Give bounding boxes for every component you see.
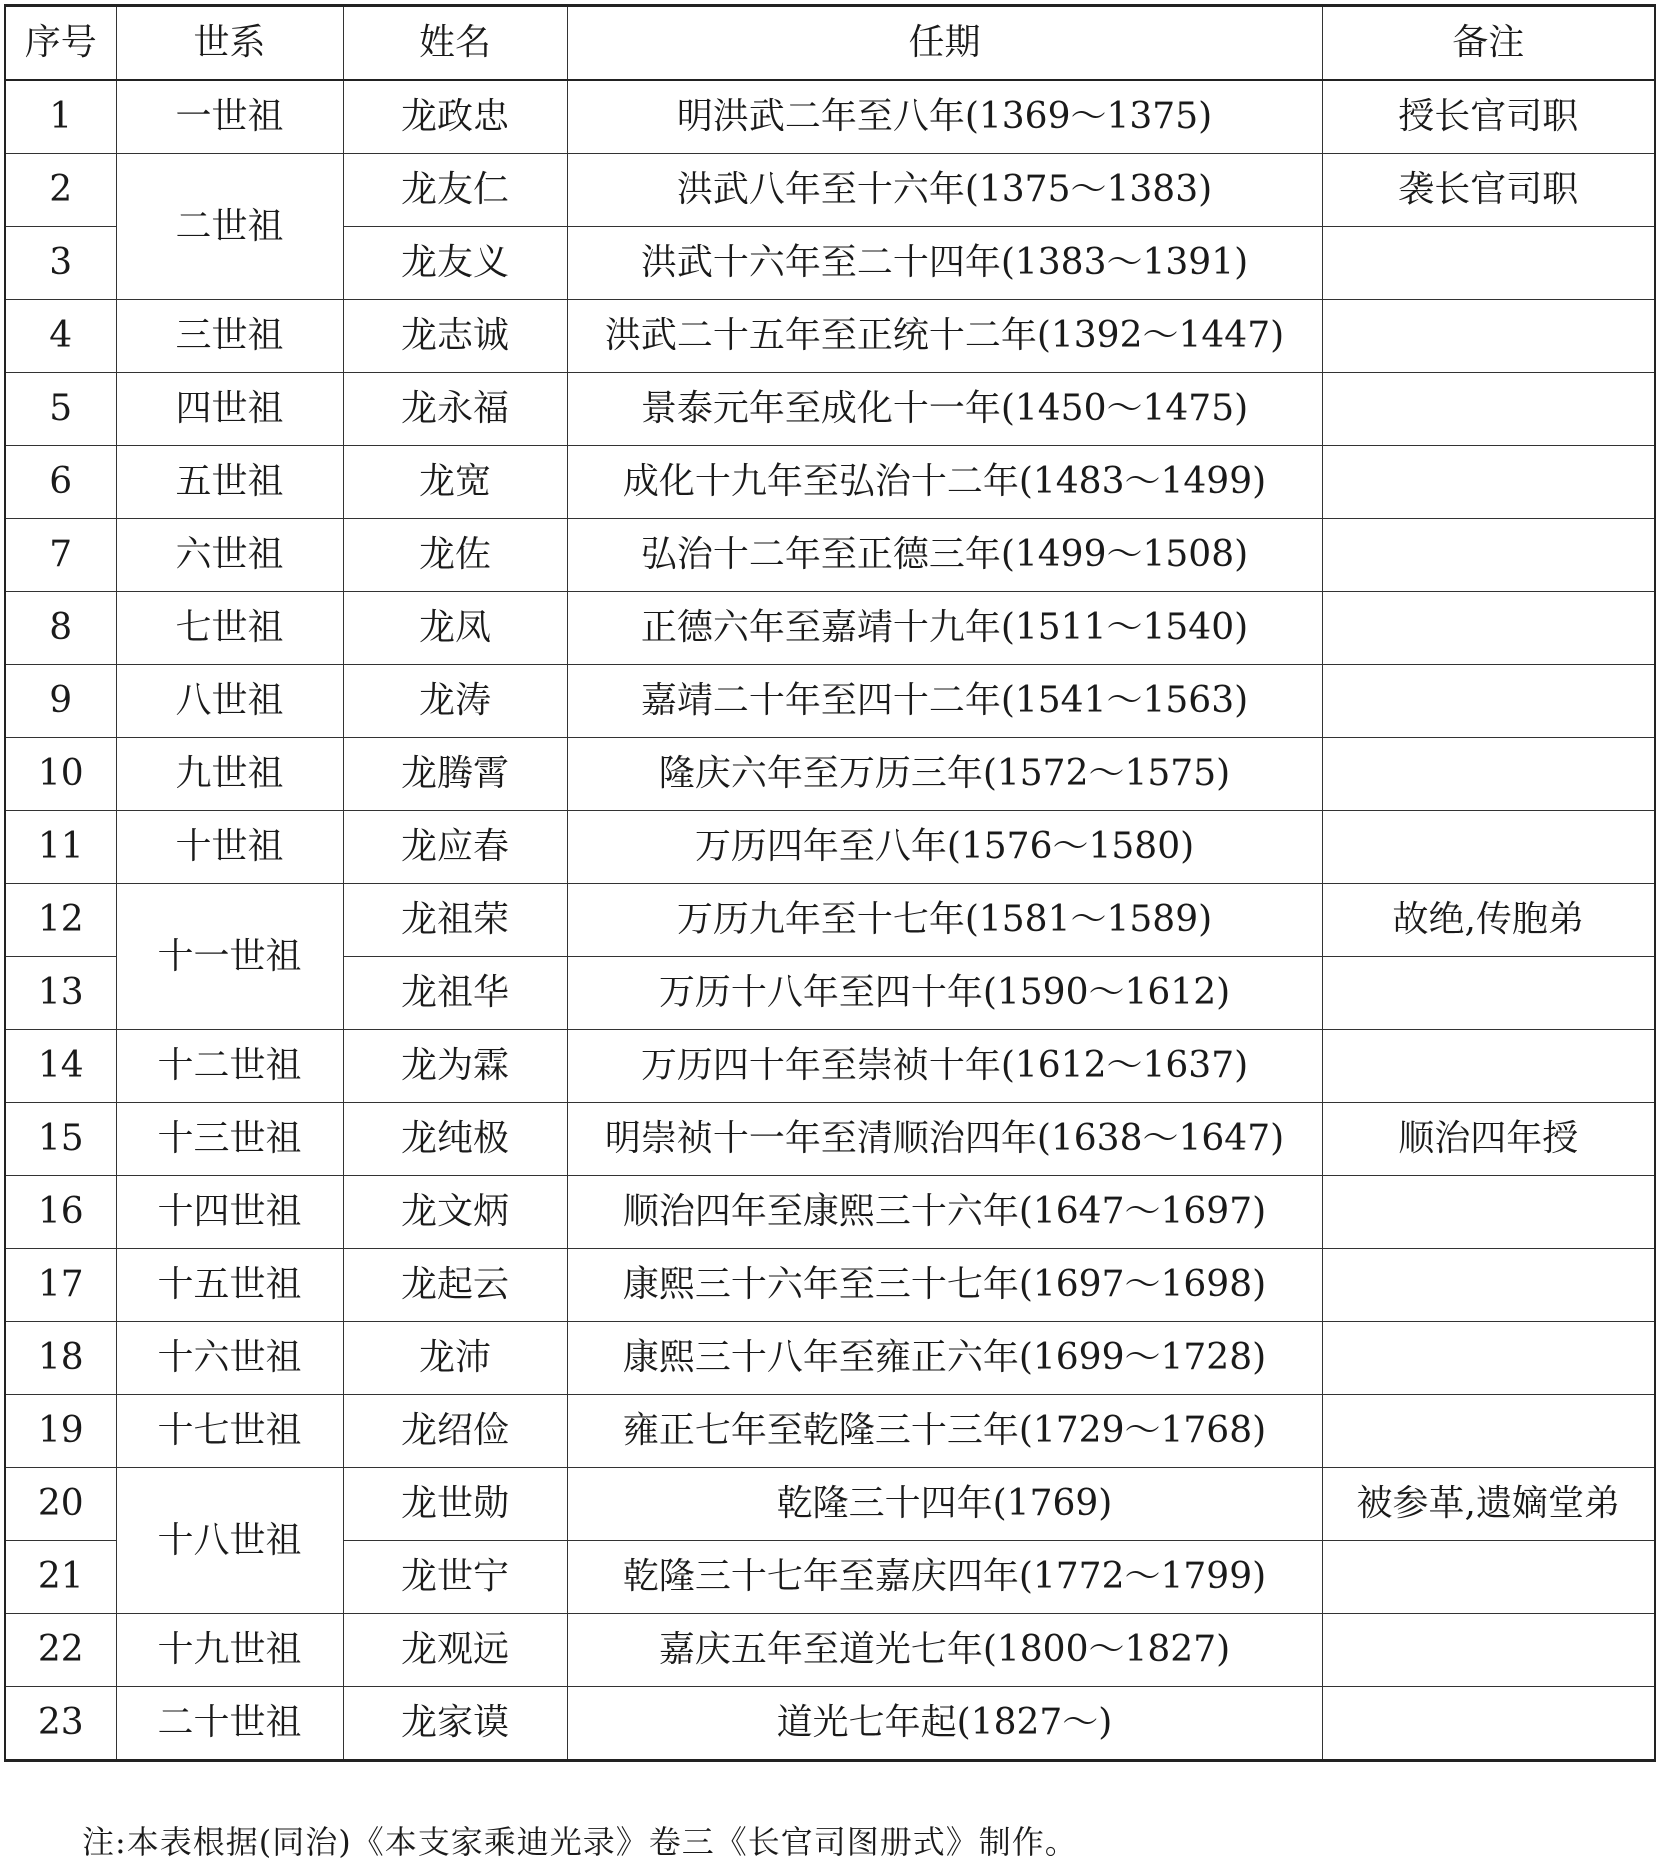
- cell-term: 成化十九年至弘治十二年(1483～1499): [567, 446, 1322, 519]
- table-body: [5, 80, 1655, 1761]
- cell-generation: 七世祖: [116, 592, 343, 665]
- cell-name: 龙宽: [343, 446, 567, 519]
- table-row: [5, 80, 1655, 154]
- cell-name: 龙世勋: [343, 1468, 567, 1541]
- cell-remarks: [1322, 227, 1655, 300]
- cell-remarks: [1322, 665, 1655, 738]
- cell-name: 龙志诚: [343, 300, 567, 373]
- cell-remarks: 被参革,遗嫡堂弟: [1322, 1468, 1655, 1541]
- cell-name: 龙永福: [343, 373, 567, 446]
- table-row: [5, 738, 1655, 811]
- cell-term: 明洪武二年至八年(1369～1375): [567, 80, 1322, 154]
- cell-remarks: [1322, 300, 1655, 373]
- cell-remarks: [1322, 592, 1655, 665]
- table-row: [5, 665, 1655, 738]
- cell-serial-number: 16: [5, 1176, 116, 1249]
- lineage-table: [4, 4, 1656, 1762]
- cell-term: 乾隆三十七年至嘉庆四年(1772～1799): [567, 1541, 1322, 1614]
- cell-name: 龙腾霄: [343, 738, 567, 811]
- table-row: [5, 1030, 1655, 1103]
- cell-serial-number: 18: [5, 1322, 116, 1395]
- cell-term: 万历四十年至崇祯十年(1612～1637): [567, 1030, 1322, 1103]
- cell-remarks: 袭长官司职: [1322, 154, 1655, 227]
- cell-serial-number: 12: [5, 884, 116, 957]
- table-row: [5, 1176, 1655, 1249]
- cell-term: 康熙三十八年至雍正六年(1699～1728): [567, 1322, 1322, 1395]
- cell-serial-number: 4: [5, 300, 116, 373]
- cell-name: 龙纯极: [343, 1103, 567, 1176]
- cell-name: 龙友仁: [343, 154, 567, 227]
- cell-term: 洪武十六年至二十四年(1383～1391): [567, 227, 1322, 300]
- cell-generation: 五世祖: [116, 446, 343, 519]
- cell-name: 龙应春: [343, 811, 567, 884]
- cell-term: 万历四年至八年(1576～1580): [567, 811, 1322, 884]
- cell-name: 龙起云: [343, 1249, 567, 1322]
- cell-serial-number: 7: [5, 519, 116, 592]
- table-row: [5, 300, 1655, 373]
- table-row: [5, 1103, 1655, 1176]
- cell-serial-number: 19: [5, 1395, 116, 1468]
- cell-name: 龙祖荣: [343, 884, 567, 957]
- cell-term: 雍正七年至乾隆三十三年(1729～1768): [567, 1395, 1322, 1468]
- table-row: [5, 1322, 1655, 1395]
- cell-term: 弘治十二年至正德三年(1499～1508): [567, 519, 1322, 592]
- table-footnote: 注:本表根据(同治)《本支家乘迪光录》卷三《长官司图册式》制作。: [82, 1823, 1078, 1861]
- cell-generation: 十九世祖: [116, 1614, 343, 1687]
- cell-generation: 一世祖: [116, 80, 343, 154]
- table-row: [5, 811, 1655, 884]
- cell-name: 龙绍俭: [343, 1395, 567, 1468]
- cell-generation: 三世祖: [116, 300, 343, 373]
- table-row: [5, 446, 1655, 519]
- cell-generation: 十三世祖: [116, 1103, 343, 1176]
- table-row: [5, 1468, 1655, 1541]
- table-row: [5, 373, 1655, 446]
- cell-remarks: [1322, 1030, 1655, 1103]
- cell-term: 隆庆六年至万历三年(1572～1575): [567, 738, 1322, 811]
- cell-generation: 十二世祖: [116, 1030, 343, 1103]
- cell-serial-number: 15: [5, 1103, 116, 1176]
- cell-serial-number: 17: [5, 1249, 116, 1322]
- cell-remarks: [1322, 373, 1655, 446]
- cell-term: 万历十八年至四十年(1590～1612): [567, 957, 1322, 1030]
- cell-generation: 六世祖: [116, 519, 343, 592]
- cell-term: 嘉庆五年至道光七年(1800～1827): [567, 1614, 1322, 1687]
- table-row: [5, 1687, 1655, 1761]
- cell-serial-number: 9: [5, 665, 116, 738]
- cell-name: 龙沛: [343, 1322, 567, 1395]
- cell-generation: 四世祖: [116, 373, 343, 446]
- cell-term: 万历九年至十七年(1581～1589): [567, 884, 1322, 957]
- cell-remarks: [1322, 1395, 1655, 1468]
- cell-generation: 九世祖: [116, 738, 343, 811]
- cell-name: 龙世宁: [343, 1541, 567, 1614]
- cell-term: 嘉靖二十年至四十二年(1541～1563): [567, 665, 1322, 738]
- cell-name: 龙涛: [343, 665, 567, 738]
- table-row: [5, 884, 1655, 957]
- cell-name: 龙观远: [343, 1614, 567, 1687]
- cell-generation: 十七世祖: [116, 1395, 343, 1468]
- cell-term: 明崇祯十一年至清顺治四年(1638～1647): [567, 1103, 1322, 1176]
- table-row: [5, 592, 1655, 665]
- cell-serial-number: 2: [5, 154, 116, 227]
- cell-term: 景泰元年至成化十一年(1450～1475): [567, 373, 1322, 446]
- cell-remarks: [1322, 1176, 1655, 1249]
- header-remarks: 备注: [1322, 6, 1655, 81]
- cell-serial-number: 22: [5, 1614, 116, 1687]
- cell-serial-number: 20: [5, 1468, 116, 1541]
- cell-generation: 二世祖: [116, 154, 343, 300]
- cell-generation: 十一世祖: [116, 884, 343, 1030]
- lineage-table-container: [4, 4, 1656, 1762]
- header-name: 姓名: [343, 6, 567, 81]
- header-term: 任期: [567, 6, 1322, 81]
- cell-remarks: [1322, 1687, 1655, 1761]
- cell-name: 龙佐: [343, 519, 567, 592]
- cell-remarks: [1322, 519, 1655, 592]
- cell-remarks: [1322, 1614, 1655, 1687]
- header-generation: 世系: [116, 6, 343, 81]
- cell-remarks: [1322, 738, 1655, 811]
- cell-remarks: [1322, 957, 1655, 1030]
- cell-serial-number: 5: [5, 373, 116, 446]
- cell-generation: 十八世祖: [116, 1468, 343, 1614]
- cell-term: 洪武八年至十六年(1375～1383): [567, 154, 1322, 227]
- cell-name: 龙凤: [343, 592, 567, 665]
- cell-name: 龙家谟: [343, 1687, 567, 1761]
- cell-term: 乾隆三十四年(1769): [567, 1468, 1322, 1541]
- cell-remarks: [1322, 446, 1655, 519]
- cell-remarks: 顺治四年授: [1322, 1103, 1655, 1176]
- cell-name: 龙政忠: [343, 80, 567, 154]
- cell-term: 顺治四年至康熙三十六年(1647～1697): [567, 1176, 1322, 1249]
- cell-term: 康熙三十六年至三十七年(1697～1698): [567, 1249, 1322, 1322]
- cell-term: 洪武二十五年至正统十二年(1392～1447): [567, 300, 1322, 373]
- cell-remarks: 故绝,传胞弟: [1322, 884, 1655, 957]
- table-row: [5, 1614, 1655, 1687]
- cell-term: 正德六年至嘉靖十九年(1511～1540): [567, 592, 1322, 665]
- table-row: [5, 154, 1655, 227]
- cell-serial-number: 10: [5, 738, 116, 811]
- cell-serial-number: 13: [5, 957, 116, 1030]
- cell-generation: 二十世祖: [116, 1687, 343, 1761]
- cell-remarks: [1322, 1249, 1655, 1322]
- cell-name: 龙为霖: [343, 1030, 567, 1103]
- table-row: [5, 1249, 1655, 1322]
- header-serial-number: 序号: [5, 6, 116, 81]
- cell-serial-number: 1: [5, 80, 116, 154]
- cell-name: 龙祖华: [343, 957, 567, 1030]
- cell-serial-number: 8: [5, 592, 116, 665]
- table-row: [5, 519, 1655, 592]
- cell-serial-number: 23: [5, 1687, 116, 1761]
- cell-generation: 八世祖: [116, 665, 343, 738]
- cell-generation: 十五世祖: [116, 1249, 343, 1322]
- cell-serial-number: 6: [5, 446, 116, 519]
- cell-remarks: 授长官司职: [1322, 80, 1655, 154]
- cell-remarks: [1322, 1322, 1655, 1395]
- cell-name: 龙友义: [343, 227, 567, 300]
- table-header-row: [5, 6, 1655, 81]
- cell-remarks: [1322, 1541, 1655, 1614]
- cell-serial-number: 21: [5, 1541, 116, 1614]
- cell-generation: 十四世祖: [116, 1176, 343, 1249]
- cell-serial-number: 3: [5, 227, 116, 300]
- cell-name: 龙文炳: [343, 1176, 567, 1249]
- cell-serial-number: 11: [5, 811, 116, 884]
- table-row: [5, 1395, 1655, 1468]
- cell-serial-number: 14: [5, 1030, 116, 1103]
- cell-generation: 十六世祖: [116, 1322, 343, 1395]
- cell-remarks: [1322, 811, 1655, 884]
- cell-term: 道光七年起(1827～): [567, 1687, 1322, 1761]
- cell-generation: 十世祖: [116, 811, 343, 884]
